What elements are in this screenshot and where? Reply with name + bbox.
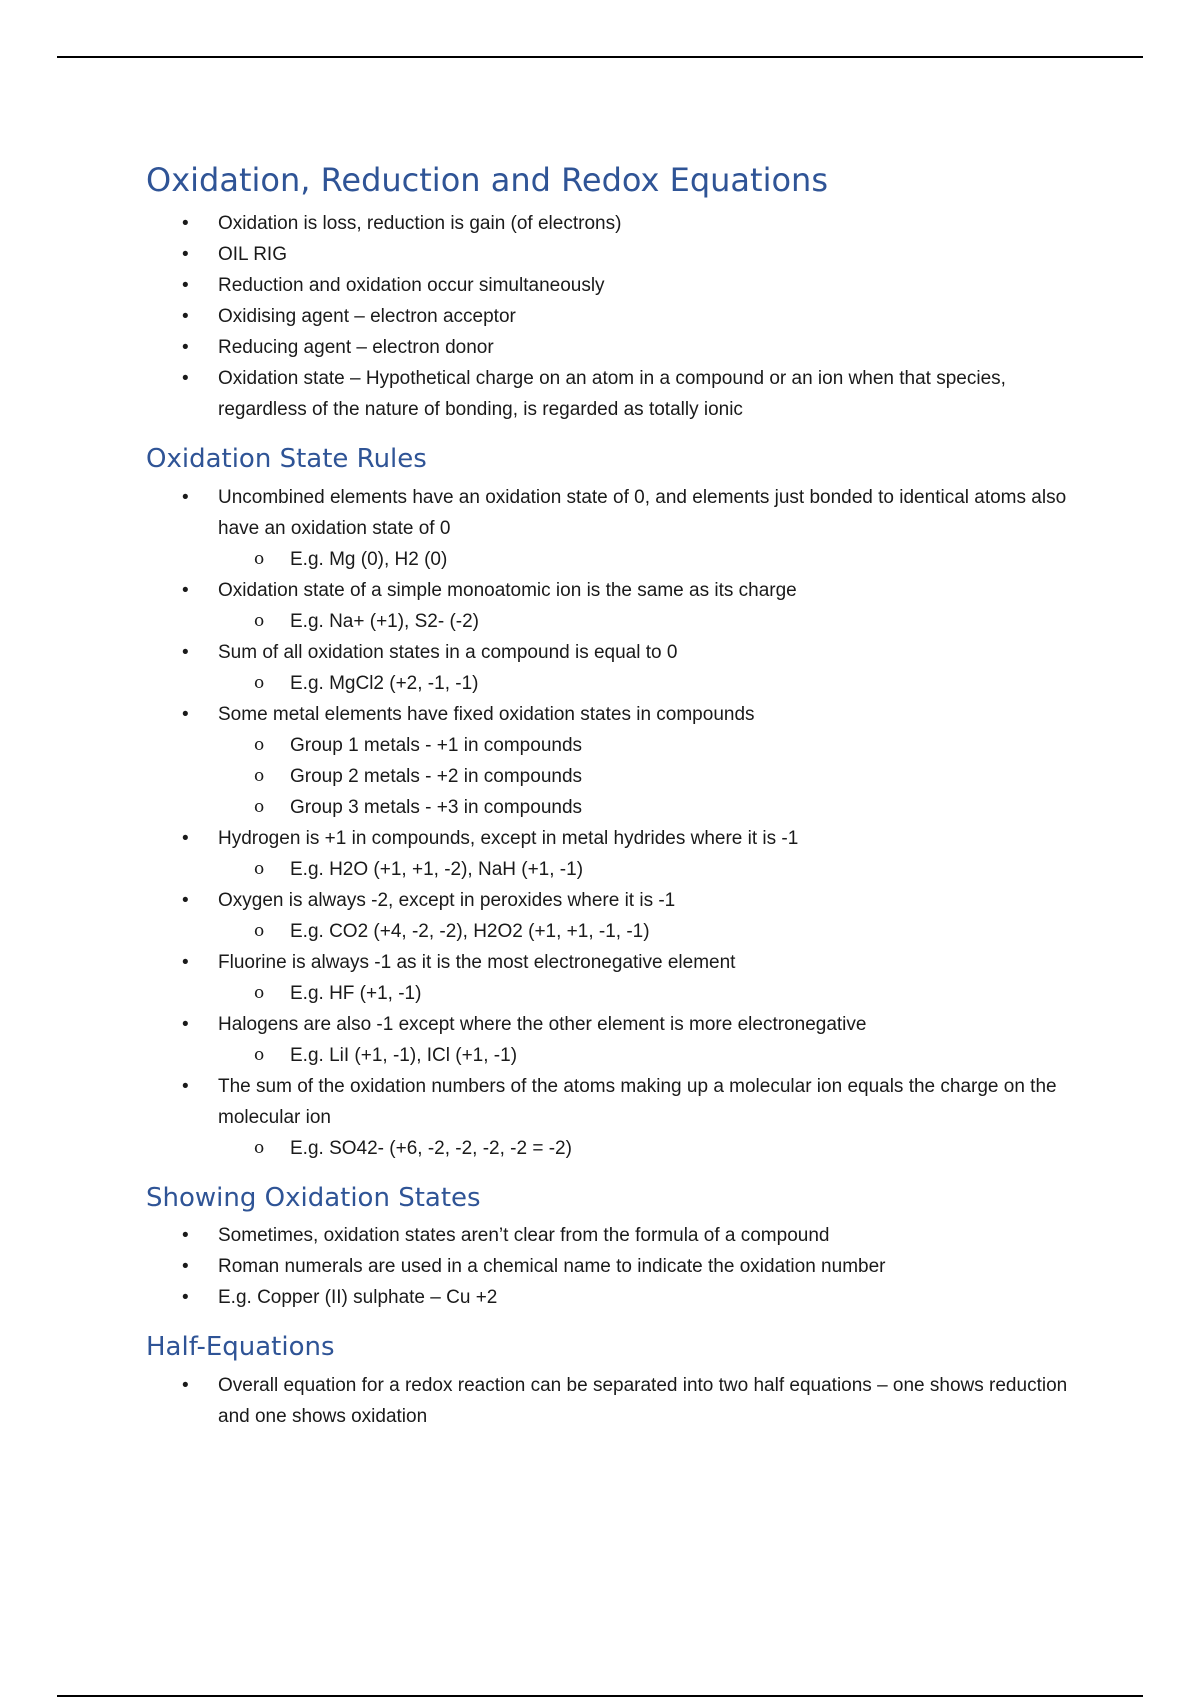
bullet-dot-icon: • xyxy=(182,368,189,389)
sub-list-item-text: Group 1 metals - +1 in compounds xyxy=(290,734,583,756)
sub-list-item-text: E.g. MgCl2 (+2, -1, -1) xyxy=(290,672,479,694)
bullet-dot-icon: • xyxy=(182,1374,189,1396)
bullet-dot-icon: • xyxy=(182,306,189,327)
footer-rule xyxy=(57,1695,1143,1697)
list-item-text: Reducing agent – electron donor xyxy=(218,337,494,358)
sub-list xyxy=(218,978,1096,1009)
bullet-dot-icon: • xyxy=(182,244,189,265)
bullet-circle-icon: o xyxy=(254,858,265,879)
list-item-text: Fluorine is always -1 as it is the most electronegative element xyxy=(218,951,736,973)
list-item xyxy=(146,1009,1096,1071)
list-item-text: Reduction and oxidation occur simultaneously xyxy=(218,275,605,296)
list-item xyxy=(146,301,1096,332)
sub-list xyxy=(218,1040,1096,1071)
sub-list-item xyxy=(146,606,1096,637)
sub-list-item xyxy=(146,792,1096,823)
header-rule xyxy=(57,56,1143,58)
list-item xyxy=(146,823,1096,885)
bullet-list xyxy=(146,1370,1096,1432)
bullet-dot-icon: • xyxy=(182,1013,189,1035)
bullet-circle-icon: o xyxy=(254,1044,265,1065)
list-item xyxy=(146,1282,1096,1313)
bullet-dot-icon: • xyxy=(182,1256,189,1277)
list-item xyxy=(146,1220,1096,1251)
sub-list xyxy=(218,1133,1096,1164)
sub-list-item-text: E.g. Na+ (+1), S2- (-2) xyxy=(290,610,480,632)
list-item-text: Overall equation for a redox reaction can be separated into two half equations – one shows reduction and one shows oxidation xyxy=(218,1374,1068,1427)
sub-list xyxy=(218,544,1096,575)
sub-list-item xyxy=(146,1133,1096,1164)
list-item-text: Sum of all oxidation states in a compound is equal to 0 xyxy=(218,641,678,663)
bullet-dot-icon: • xyxy=(182,951,189,973)
bullet-dot-icon: • xyxy=(182,579,189,601)
list-item xyxy=(146,1071,1096,1164)
sub-list-item-text: Group 2 metals - +2 in compounds xyxy=(290,765,583,787)
bullet-dot-icon: • xyxy=(182,641,189,663)
bullet-circle-icon: o xyxy=(254,548,265,569)
list-item-text: Uncombined elements have an oxidation state of 0, and elements just bonded to identical atoms also have an oxidation state of 0 xyxy=(218,486,1067,539)
sub-list-item xyxy=(146,978,1096,1009)
list-item-text: Roman numerals are used in a chemical name to indicate the oxidation number xyxy=(218,1256,886,1277)
list-item-text: Hydrogen is +1 in compounds, except in metal hydrides where it is -1 xyxy=(218,827,799,849)
bullet-dot-icon: • xyxy=(182,486,189,508)
document-body xyxy=(146,160,1096,1432)
sub-list xyxy=(218,606,1096,637)
list-item xyxy=(146,482,1096,575)
bullet-dot-icon: • xyxy=(182,337,189,358)
bullet-dot-icon: • xyxy=(182,275,189,296)
sub-list xyxy=(218,916,1096,947)
list-item xyxy=(146,239,1096,270)
list-item xyxy=(146,575,1096,637)
sub-list-item xyxy=(146,854,1096,885)
bullet-circle-icon: o xyxy=(254,672,265,693)
bullet-circle-icon: o xyxy=(254,734,265,755)
list-item-text: E.g. Copper (II) sulphate – Cu +2 xyxy=(218,1287,498,1308)
bullet-circle-icon: o xyxy=(254,1137,265,1158)
bullet-circle-icon: o xyxy=(254,765,265,786)
bullet-list xyxy=(146,208,1096,425)
bullet-list xyxy=(146,1220,1096,1313)
list-item xyxy=(146,270,1096,301)
list-item xyxy=(146,208,1096,239)
sub-list-item xyxy=(146,761,1096,792)
sub-list-item xyxy=(146,544,1096,575)
bullet-dot-icon: • xyxy=(182,703,189,725)
list-item-text: Oxidation state – Hypothetical charge on an atom in a compound or an ion when that species, regardless of the nature of bonding, is regarded as totally ionic xyxy=(218,368,1006,420)
list-item xyxy=(146,1251,1096,1282)
list-item-text: Sometimes, oxidation states aren’t clear from the formula of a compound xyxy=(218,1225,830,1246)
sub-list-item-text: E.g. Mg (0), H2 (0) xyxy=(290,548,448,570)
sub-list xyxy=(218,854,1096,885)
bullet-circle-icon: o xyxy=(254,610,265,631)
bullet-circle-icon: o xyxy=(254,982,265,1003)
list-item xyxy=(146,947,1096,1009)
bullet-dot-icon: • xyxy=(182,827,189,849)
sub-list-item-text: E.g. LiI (+1, -1), ICl (+1, -1) xyxy=(290,1044,518,1066)
section-heading: Half-Equations xyxy=(146,1332,335,1362)
list-item-text: Some metal elements have fixed oxidation states in compounds xyxy=(218,703,755,725)
bullet-dot-icon: • xyxy=(182,213,189,234)
bullet-list xyxy=(146,482,1096,1164)
list-item xyxy=(146,363,1096,425)
list-item xyxy=(146,332,1096,363)
sub-list-item xyxy=(146,916,1096,947)
list-item xyxy=(146,1370,1096,1432)
bullet-circle-icon: o xyxy=(254,920,265,941)
sub-list-item xyxy=(146,730,1096,761)
bullet-dot-icon: • xyxy=(182,1287,189,1308)
bullet-dot-icon: • xyxy=(182,1075,189,1097)
list-item-text: Halogens are also -1 except where the other element is more electronegative xyxy=(218,1013,867,1035)
bullet-dot-icon: • xyxy=(182,889,189,911)
sub-list-item xyxy=(146,1040,1096,1071)
section-heading: Oxidation, Reduction and Redox Equations xyxy=(146,161,828,199)
sub-list-item-text: E.g. SO42- (+6, -2, -2, -2, -2 = -2) xyxy=(290,1137,572,1159)
sub-list-item xyxy=(146,668,1096,699)
bullet-dot-icon: • xyxy=(182,1225,189,1246)
sub-list-item-text: E.g. CO2 (+4, -2, -2), H2O2 (+1, +1, -1, -1) xyxy=(290,920,650,942)
list-item-text: Oxidising agent – electron acceptor xyxy=(218,306,516,327)
sub-list xyxy=(218,730,1096,823)
list-item-text: The sum of the oxidation numbers of the atoms making up a molecular ion equals the charge on the molecular ion xyxy=(218,1075,1057,1128)
sub-list xyxy=(218,668,1096,699)
sub-list-item-text: E.g. H2O (+1, +1, -2), NaH (+1, -1) xyxy=(290,858,584,880)
list-item xyxy=(146,699,1096,823)
list-item-text: OIL RIG xyxy=(218,244,287,265)
list-item-text: Oxidation state of a simple monoatomic ion is the same as its charge xyxy=(218,579,797,601)
list-item xyxy=(146,637,1096,699)
bullet-circle-icon: o xyxy=(254,796,265,817)
sub-list-item-text: Group 3 metals - +3 in compounds xyxy=(290,796,583,818)
list-item xyxy=(146,885,1096,947)
sub-list-item-text: E.g. HF (+1, -1) xyxy=(290,982,422,1004)
section-heading: Oxidation State Rules xyxy=(146,444,427,474)
list-item-text: Oxidation is loss, reduction is gain (of electrons) xyxy=(218,213,622,234)
list-item-text: Oxygen is always -2, except in peroxides where it is -1 xyxy=(218,889,676,911)
section-heading: Showing Oxidation States xyxy=(146,1182,481,1213)
